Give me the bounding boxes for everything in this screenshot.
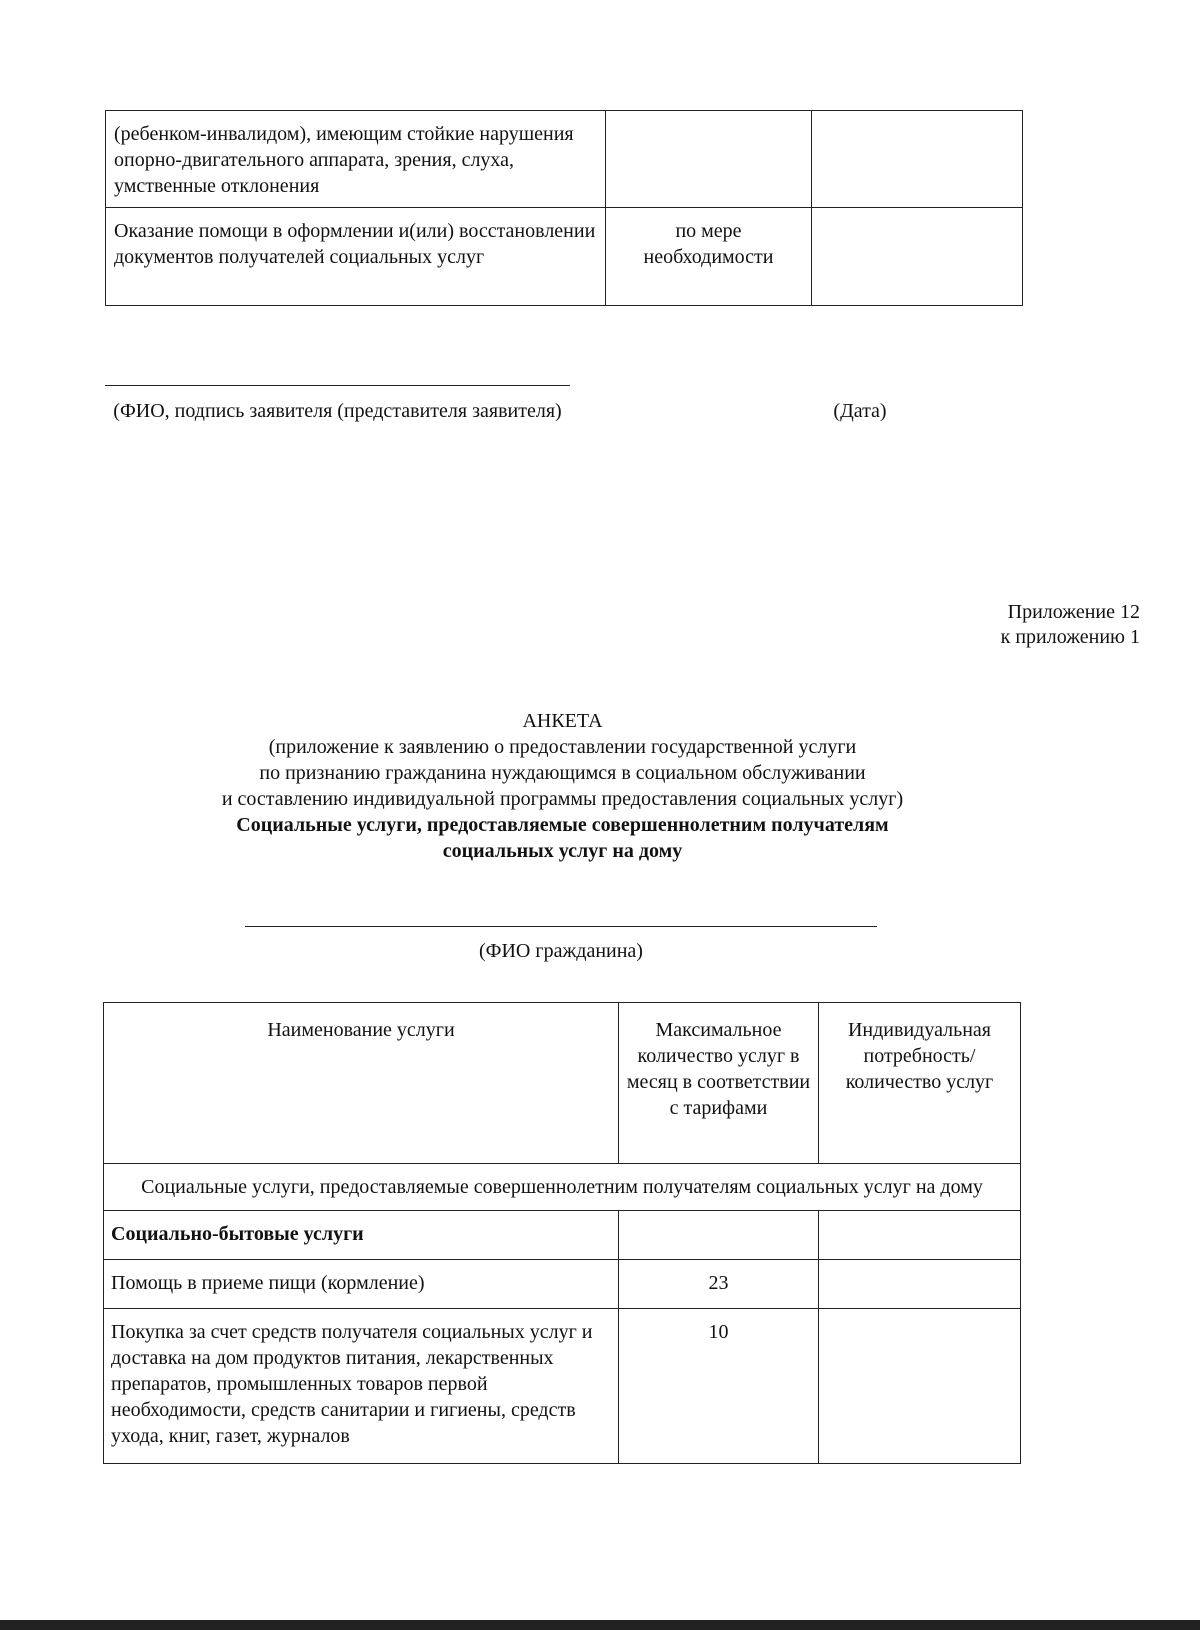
service-name-cell: Оказание помощи в оформлении и(или) восстановлении документов получателей социальных услуг (106, 208, 606, 306)
service-name-cell: Помощь в приеме пищи (кормление) (104, 1260, 619, 1309)
continuation-table (105, 110, 1023, 306)
scan-edge-band (0, 1620, 1200, 1630)
document-title (100, 708, 1025, 864)
section-title-cell: Социальные услуги, предоставляемые совершеннолетним получателям социальных услуг на дому (104, 1164, 1021, 1211)
appendix-line-1: Приложение 12 (1007, 601, 1140, 623)
title-line-1: (приложение к заявлению о предоставлении государственной услуги (268, 736, 857, 758)
max-count-cell: 10 (619, 1309, 819, 1464)
citizen-fio-caption: (ФИО гражданина) (479, 940, 643, 962)
max-count-cell (606, 111, 812, 208)
service-name-cell: Покупка за счет средств получателя социальных услуг и доставка на дом продуктов питания, лекарственных препаратов, промышленных товаров первой необходимости, средств санитарии и гигиены, средств ухода, книг, газет, журналов (104, 1309, 619, 1464)
empty-cell (619, 1211, 819, 1260)
applicant-signature-caption: (ФИО, подпись заявителя (представителя заявителя) (113, 400, 562, 422)
individual-need-cell (819, 1260, 1021, 1309)
max-count-cell: 23 (619, 1260, 819, 1309)
individual-need-cell (812, 111, 1023, 208)
table-row (104, 1309, 1021, 1464)
group-title-cell: Социально-бытовые услуги (104, 1211, 619, 1260)
individual-need-cell (819, 1309, 1021, 1464)
table-row (106, 208, 1023, 306)
table-row (106, 111, 1023, 208)
individual-need-cell (812, 208, 1023, 306)
citizen-fio-line (245, 926, 877, 927)
header-service-name: Наименование услуги (104, 1003, 619, 1164)
title-bold-line-2: социальных услуг на дому (442, 840, 683, 862)
max-count-cell: по мере необходимости (606, 208, 812, 306)
signature-line (105, 385, 570, 386)
title-line-2: по признанию гражданина нуждающимся в социальном обслуживании (259, 762, 866, 784)
services-table (103, 1002, 1021, 1464)
appendix-line-2: к приложению 1 (1000, 626, 1140, 648)
appendix-reference (1001, 600, 1140, 650)
service-name-cell: (ребенком-инвалидом), имеющим стойкие нарушения опорно-двигательного аппарата, зрения, слуха, умственные отклонения (106, 111, 606, 208)
title-heading: АНКЕТА (522, 710, 603, 732)
header-individual-need: Индивидуальная потребность/количество услуг (819, 1003, 1021, 1164)
title-line-3: и составлению индивидуальной программы предоставления социальных услуг) (221, 788, 904, 810)
title-bold-line-1: Социальные услуги, предоставляемые совершеннолетним получателям (236, 814, 889, 836)
table-header-row (104, 1003, 1021, 1164)
empty-cell (819, 1211, 1021, 1260)
date-caption: (Дата) (833, 400, 887, 422)
section-title-row (104, 1164, 1021, 1211)
group-title-row (104, 1211, 1021, 1260)
header-max-count: Максимальное количество услуг в месяц в соответствии с тарифами (619, 1003, 819, 1164)
table-row (104, 1260, 1021, 1309)
